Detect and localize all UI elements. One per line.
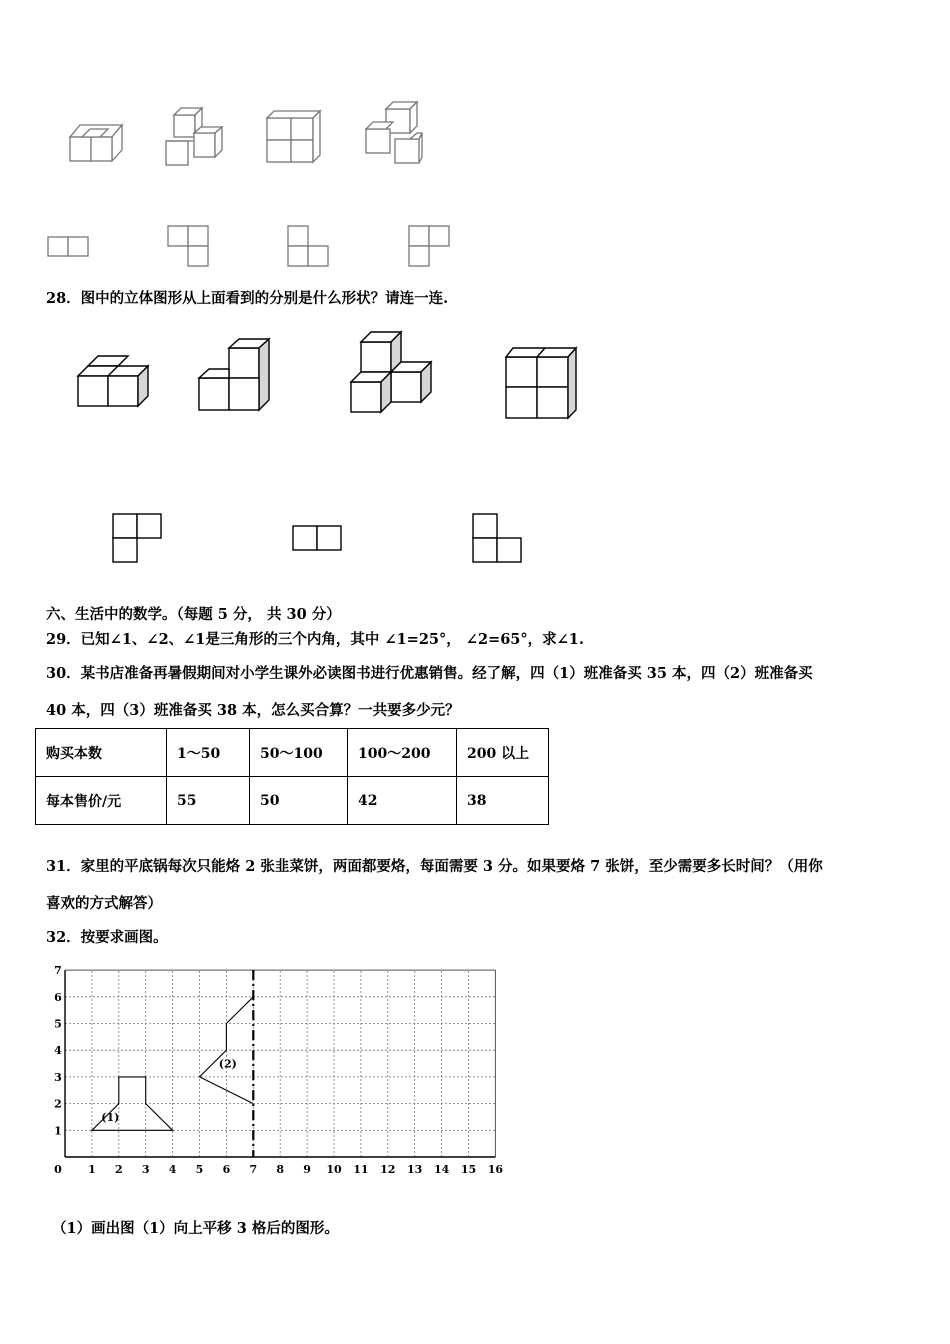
y-tick-label: 1 [54,1124,62,1138]
y-tick-label: 4 [54,1044,62,1058]
q31-line2: 喜欢的方式解答） [46,895,162,912]
x-tick-label: 5 [195,1163,204,1176]
price-2: 50 [250,777,348,825]
x-tick-label: 12 [380,1163,396,1176]
y-tick-label: 3 [54,1070,62,1084]
x-tick-label: 2 [114,1163,123,1176]
y-tick-label: 2 [54,1097,62,1111]
x-tick-label: 6 [222,1163,231,1176]
x-tick-label: 1 [88,1163,96,1176]
q29-text: 29．已知∠1、∠2、∠1是三角形的三个内角，其中 ∠1=25°， ∠2=65°，求∠1. [46,631,584,648]
col-range-3: 100～200 [348,729,457,777]
col-range-1: 1～50 [167,729,250,777]
x-tick-label: 3 [141,1163,150,1176]
col-range-2: 50～100 [250,729,348,777]
x-tick-label: 16 [487,1163,504,1176]
shape-2-label: (2) [218,1057,237,1071]
x-tick-label: 15 [460,1163,477,1176]
x-tick-label: 4 [168,1163,177,1176]
price-4: 38 [457,777,549,825]
y-tick-label: 6 [54,990,62,1004]
q30-line1: 30．某书店准备再暑假期间对小学生课外必读图书进行优惠销售。经了解，四（1）班准备买 35 本，四（2）班准备买 [46,665,813,682]
x-tick-label: 10 [326,1163,342,1176]
shape-1-label: (1) [101,1110,120,1124]
row-header-price: 每本售价/元 [36,777,167,825]
row-header-quantity: 购买本数 [36,729,167,777]
q30-line2: 40 本，四（3）班准备买 38 本，怎么买合算？一共要多少元？ [46,702,460,719]
q28-text: 28．图中的立体图形从上面看到的分别是什么形状？请连一连. [46,290,449,307]
x-tick-label: 7 [249,1163,258,1176]
q32-text: 32．按要求画图。 [46,929,168,946]
y-tick-label: 7 [54,964,62,978]
price-3: 42 [348,777,457,825]
x-tick-label: 14 [433,1163,450,1176]
q31-line1: 31．家里的平底锅每次只能烙 2 张韭菜饼，两面都要烙，每面需要 3 分。如果要烙 7 张饼，至少需要多长时间？（用你 [46,858,823,875]
x-tick-label: 13 [407,1163,423,1176]
y-tick-label: 5 [54,1017,62,1031]
col-range-4: 200 以上 [457,729,549,777]
price-1: 55 [167,777,250,825]
x-tick-label: 0 [54,1163,62,1176]
x-tick-label: 11 [353,1163,369,1176]
x-tick-label: 8 [276,1163,285,1176]
q32-sub1: （1）画出图（1）向上平移 3 格后的图形。 [52,1220,339,1237]
x-tick-label: 9 [303,1163,311,1176]
section6-heading: 六、生活中的数学。（每题 5 分， 共 30 分） [46,606,341,623]
